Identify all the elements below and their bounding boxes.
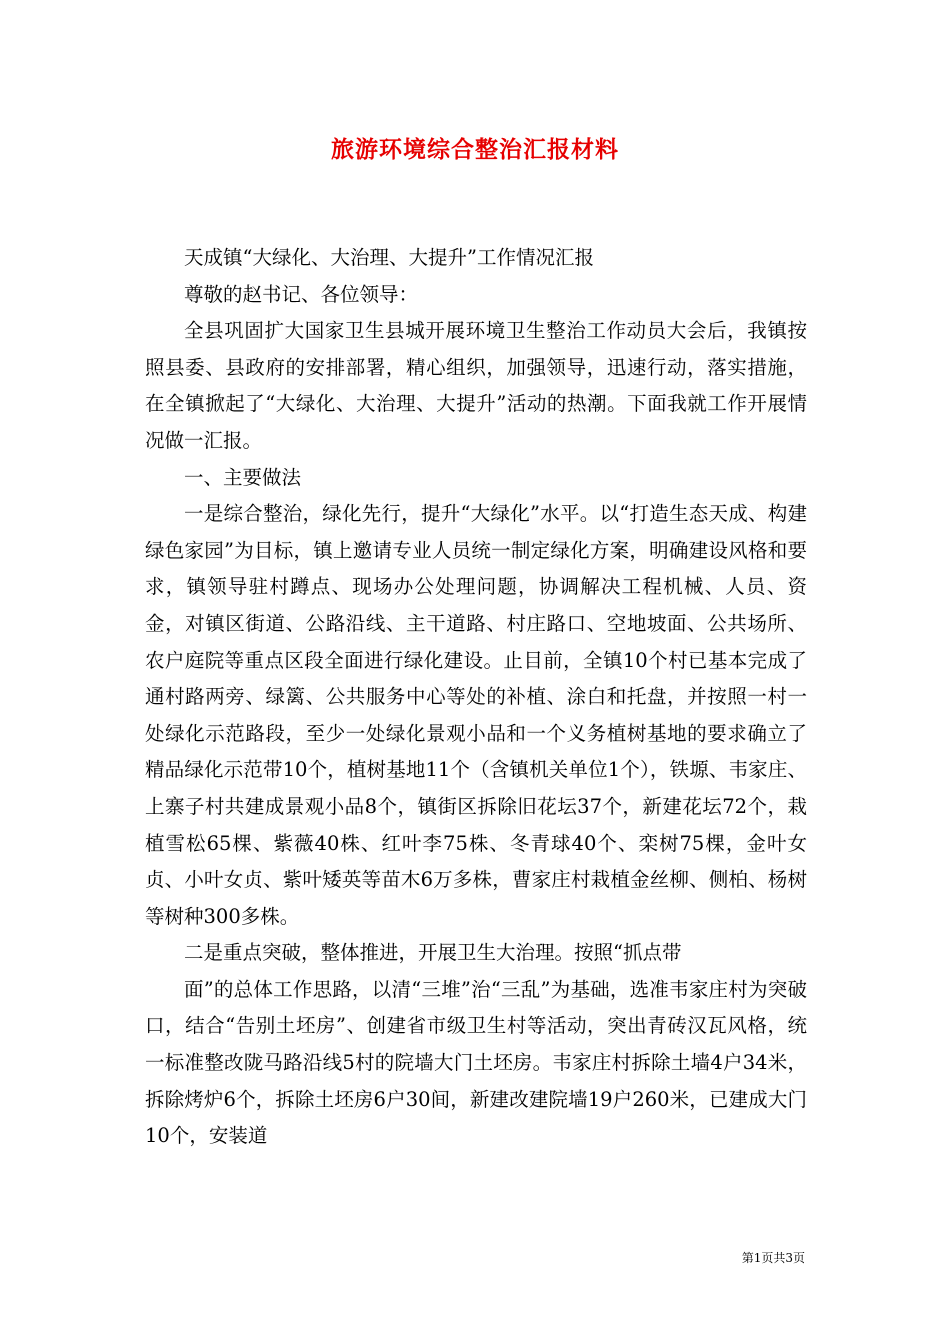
paragraph-greening: 一是综合整治，绿化先行，提升“大绿化”水平。以“打造生态天成、构建绿色家园”为目标，镇上邀请专业人员统一制定绿化方案，明确建设风格和要求，镇领导驻村蹲点、现场办公处理问题，协调解决工程机械、人员、资金，对镇区街道、公路沿线、主干道路、村庄路口、空地坡面、公共场所、农户庭院等重点区段全面进行绿化建设。止目前，全镇10个村已基本完成了通村路两旁、绿篱、公共服务中心等处的补植、涂白和托盘，并按照一村一处绿化示范路段，至少一处绿化景观小品和一个义务植树基地的要求确立了精品绿化示范带10个，植树基地11个（含镇机关单位1个），铁塬、韦家庄、上寨子村共建成景观小品8个，镇街区拆除旧花坛37个，新建花坛72个，栽植雪松65棵、紫薇40株、红叶李75株、冬青球40个、栾树75棵，金叶女贞、小叶女贞、紫叶矮英等苗木6万多株，曹家庄村栽植金丝柳、侧柏、杨树等树种300多株。 bbox=[145, 502, 807, 928]
page-number-footer: 第1页共3页 bbox=[741, 1251, 805, 1265]
section-heading-main-practices: 一、主要做法 bbox=[184, 465, 302, 489]
paragraph-sanitation-lead: 二是重点突破，整体推进，开展卫生大治理。按照“抓点带 bbox=[184, 941, 682, 965]
paragraph-intro: 全县巩固扩大国家卫生县城开展环境卫生整治工作动员大会后，我镇按照县委、县政府的安排部署，精心组织，加强领导，迅速行动，落实措施，在全镇掀起了“大绿化、大治理、大提升”活动的热潮。下面我就工作开展情况做一汇报。 bbox=[145, 319, 807, 452]
document-title: 旅游环境综合整治汇报材料 bbox=[331, 136, 619, 163]
paragraph-sanitation-detail: 面”的总体工作思路，以清“三堆”治“三乱”为基础，选准韦家庄村为突破口，结合“告别土坯房”、创建省市级卫生村等活动，突出青砖汉瓦风格，统一标准整改陇马路沿线5村的院墙大门土坯房。韦家庄村拆除土墙4户34米，拆除烤炉6个，拆除土坯房6户30间，新建改建院墙19户260米，已建成大门10个，安装道 bbox=[145, 977, 807, 1148]
document-body bbox=[145, 240, 807, 1155]
paragraph-salutation: 尊敬的赵书记、各位领导： bbox=[184, 282, 419, 306]
paragraph-subtitle: 天成镇“大绿化、大治理、大提升”工作情况汇报 bbox=[184, 246, 594, 269]
